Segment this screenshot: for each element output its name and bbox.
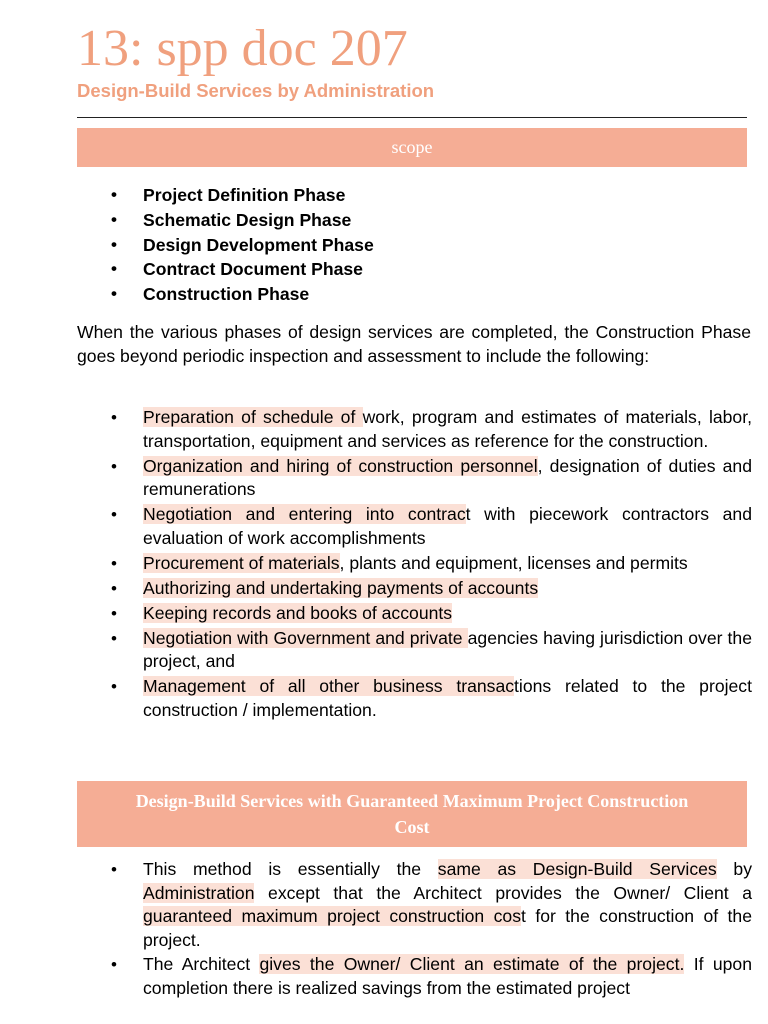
construction-phase-intro: When the various phases of design services are completed, the Construction Phase goes beyond periodic inspection and assessment to include the following: (77, 322, 751, 366)
task-text: , designation of duties and remunerations (143, 455, 752, 499)
highlighted-text: Negotiation and entering into contrac (143, 504, 466, 524)
gmp-text: This method is essentially the (143, 859, 438, 879)
gmp-text: If upon completion there is realized savings from the estimated project (143, 954, 752, 998)
highlighted-text: gives the Owner/ Client an estimate of the project. (259, 954, 685, 974)
task-item (0, 455, 768, 502)
gmp-list (0, 858, 768, 1001)
task-list (0, 406, 768, 724)
task-item (0, 627, 768, 674)
task-item (0, 675, 768, 722)
highlighted-text: Administration (143, 882, 255, 903)
document-title: 13: spp doc 207 (77, 20, 408, 77)
task-item (0, 552, 768, 576)
highlighted-text: same as Design-Build Services (437, 859, 717, 879)
gmp-heading-bar (77, 781, 747, 847)
task-item (0, 503, 768, 550)
phase-item: • Design Development Phase (0, 233, 768, 258)
task-text: , plants and equipment, licenses and permits (339, 552, 688, 573)
phase-item: • Project Definition Phase (0, 183, 768, 208)
highlighted-text: Negotiation with Government and private (143, 627, 468, 648)
phase-item: • Construction Phase (0, 282, 768, 307)
gmp-text: except that the Architect provides the Owner/ Client a (254, 882, 752, 903)
gmp-item (0, 953, 768, 1000)
task-item (0, 602, 768, 626)
highlighted-text: guaranteed maximum project construction cos (143, 906, 522, 926)
gmp-heading: Design-Build Services with Guaranteed Maximum Project Construction Cost (135, 791, 689, 837)
task-text: t with piecework contractors and evaluation of work accomplishments (143, 504, 752, 548)
highlighted-text: Management of all other business transac (143, 676, 515, 696)
task-text: work, program and estimates of materials, labor, transportation, equipment and services as reference for the construction. (143, 407, 752, 451)
gmp-text: The Architect (143, 954, 260, 974)
task-item (0, 577, 768, 601)
scope-heading-bar (77, 128, 747, 167)
gmp-text: t for the construction of the project. (143, 906, 752, 950)
phase-item: • Contract Document Phase (0, 257, 768, 282)
highlighted-text: Authorizing and undertaking payments of accounts (143, 577, 539, 598)
gmp-item (0, 858, 768, 952)
title-divider (77, 117, 747, 118)
task-text: agencies having jurisdiction over the project, and (143, 627, 752, 671)
phase-list (0, 183, 768, 307)
scope-heading: scope (391, 137, 433, 157)
phase-item: • Schematic Design Phase (0, 208, 768, 233)
highlighted-text: Preparation of schedule of (143, 407, 363, 427)
task-item (0, 406, 768, 453)
highlighted-text: Procurement of materials (143, 552, 340, 573)
gmp-text: by (716, 859, 752, 879)
task-text: tions related to the project construction / implementation. (143, 676, 752, 720)
document-subtitle: Design-Build Services by Administration (77, 80, 435, 101)
highlighted-text: Keeping records and books of accounts (143, 602, 453, 623)
highlighted-text: Organization and hiring of construction personnel (143, 455, 538, 476)
